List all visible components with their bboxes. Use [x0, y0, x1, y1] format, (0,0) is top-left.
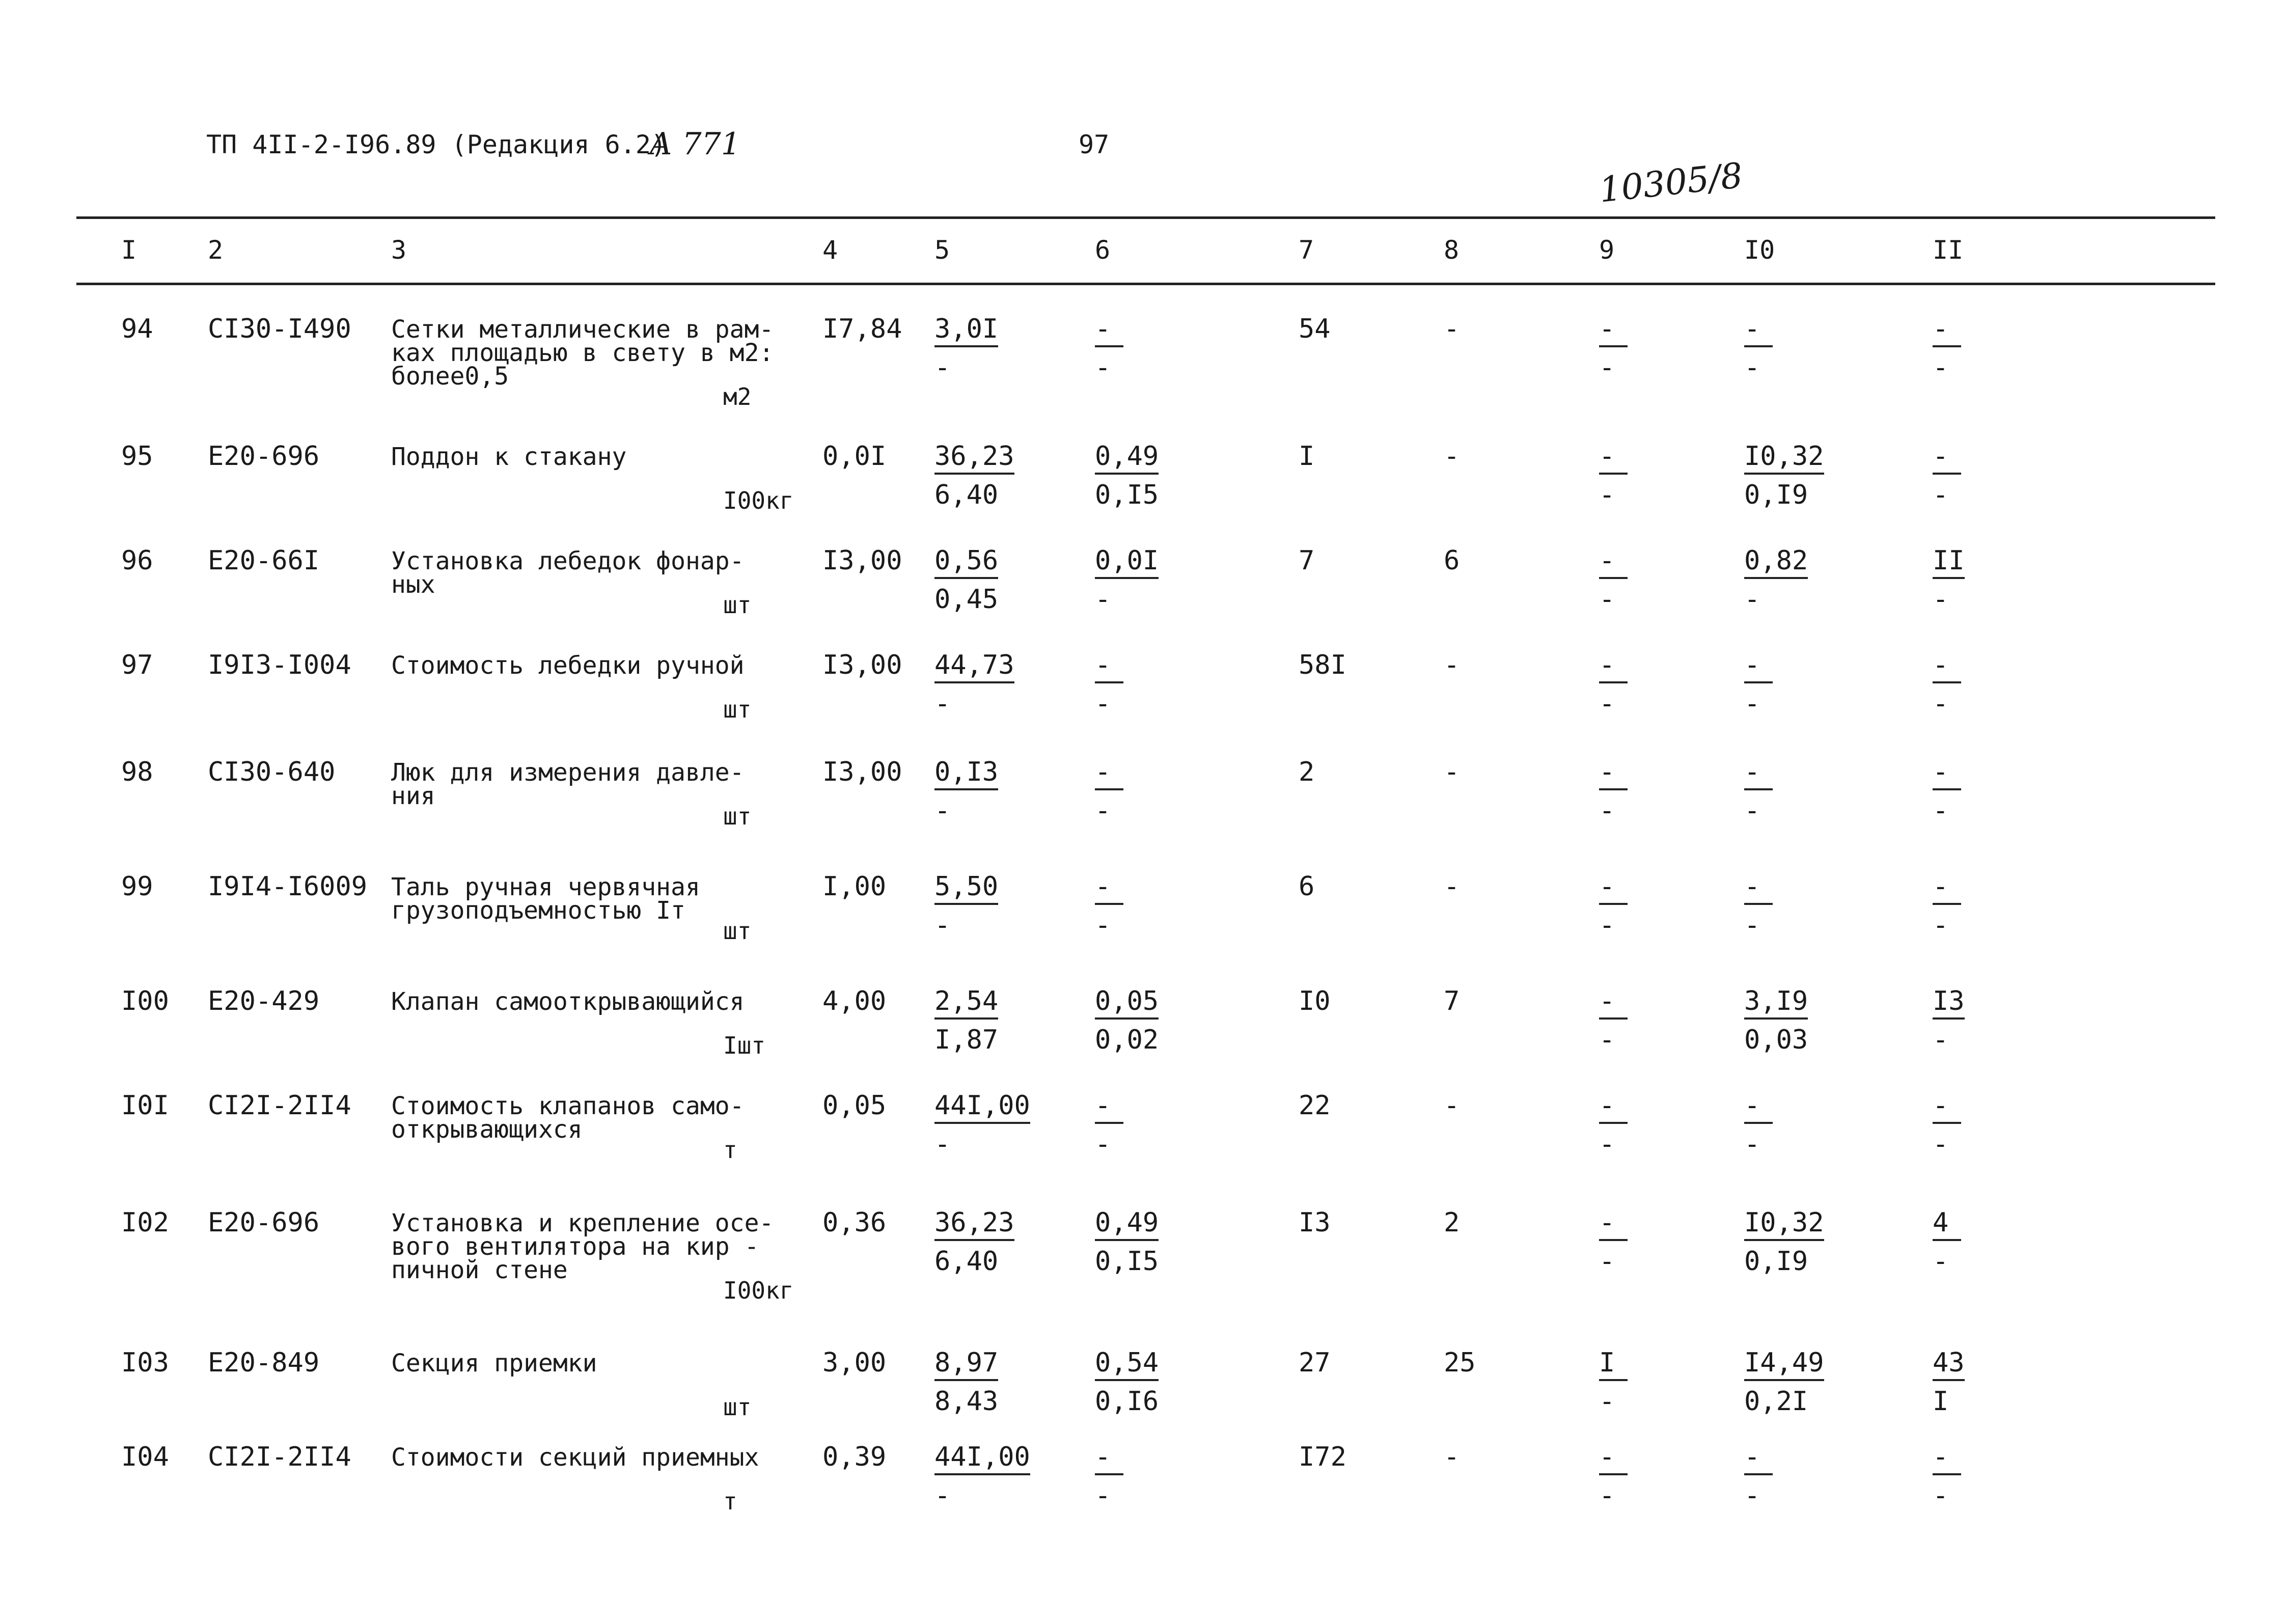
- fraction-cell-c6: [1095, 316, 1123, 381]
- fraction-numerator: -: [1095, 316, 1123, 347]
- fraction-denominator: -: [1599, 1025, 1615, 1055]
- rate-code: I9I3-I004: [208, 650, 351, 680]
- fraction-numerator: -: [1599, 873, 1628, 905]
- labor-value: -: [1444, 314, 1460, 344]
- fraction-numerator: -: [1095, 759, 1123, 790]
- fraction-cell-c9: [1599, 1092, 1628, 1158]
- fraction-denominator: 0,I9: [1744, 480, 1808, 510]
- column-header: 7: [1299, 235, 1314, 265]
- fraction-numerator: 0,82: [1744, 547, 1808, 579]
- item-name: Стоимости секций приемных: [391, 1443, 759, 1472]
- fraction-numerator: -: [1095, 873, 1123, 905]
- fraction-cell-c10: [1744, 988, 1808, 1053]
- fraction-denominator: 0,I5: [1095, 480, 1159, 510]
- fraction-numerator: 44,73: [934, 652, 1014, 683]
- table-top-rule: [76, 216, 2215, 219]
- fraction-denominator: I: [1933, 1386, 1949, 1417]
- fraction-numerator: -: [1744, 652, 1773, 683]
- fraction-cell-c11: [1933, 1444, 1961, 1509]
- column-header: 8: [1444, 235, 1460, 265]
- fraction-denominator: -: [934, 795, 951, 826]
- fraction-numerator: 5,50: [934, 873, 998, 905]
- item-unit: шт: [723, 696, 752, 723]
- item-unit: шт: [723, 803, 752, 830]
- fraction-cell-c9: [1599, 759, 1628, 824]
- row-number: I04: [121, 1442, 169, 1472]
- fraction-numerator: 44I,00: [934, 1092, 1030, 1124]
- fraction-numerator: -: [1933, 1444, 1961, 1475]
- fraction-cell-c10: [1744, 547, 1808, 613]
- labor-value: -: [1444, 871, 1460, 902]
- item-name: Установка лебедок фонар- ных: [391, 547, 745, 599]
- fraction-cell-c9: [1599, 443, 1628, 508]
- fraction-cell-c11: [1933, 873, 1961, 939]
- fraction-denominator: -: [1744, 1129, 1760, 1160]
- labor-value: 6: [1444, 545, 1460, 576]
- fraction-denominator: -: [1744, 352, 1760, 383]
- fraction-denominator: -: [1933, 352, 1949, 383]
- fraction-numerator: -: [1933, 759, 1961, 790]
- fraction-denominator: -: [1599, 689, 1615, 719]
- labor-value: 7: [1444, 986, 1460, 1016]
- fraction-denominator: -: [1599, 795, 1615, 826]
- fraction-denominator: -: [1599, 1480, 1615, 1511]
- fraction-denominator: -: [1933, 1129, 1949, 1160]
- fraction-cell-c5: [934, 1444, 1030, 1509]
- fraction-numerator: -: [1599, 652, 1628, 683]
- row-number: I0I: [121, 1090, 169, 1121]
- fraction-cell-c5: [934, 443, 1014, 508]
- fraction-numerator: -: [1933, 443, 1961, 475]
- fraction-numerator: 8,97: [934, 1350, 998, 1381]
- fraction-numerator: -: [1744, 873, 1773, 905]
- item-unit: Iшт: [723, 1032, 766, 1059]
- fraction-numerator: 0,0I: [1095, 547, 1159, 579]
- cost-value: I0: [1299, 986, 1331, 1016]
- fraction-cell-c11: [1933, 759, 1961, 824]
- fraction-cell-c9: [1599, 873, 1628, 939]
- column-header: 4: [822, 235, 838, 265]
- rate-code: E20-66I: [208, 545, 320, 576]
- column-header: 9: [1599, 235, 1615, 265]
- fraction-denominator: -: [1599, 1246, 1615, 1277]
- rate-code: I9I4-I6009: [208, 871, 368, 902]
- fraction-numerator: 3,0I: [934, 316, 998, 347]
- rate-code: E20-849: [208, 1347, 320, 1378]
- fraction-numerator: I0,32: [1744, 1209, 1824, 1241]
- fraction-denominator: 0,I9: [1744, 1246, 1808, 1277]
- fraction-denominator: -: [1933, 480, 1949, 510]
- fraction-numerator: -: [1095, 652, 1123, 683]
- fraction-cell-c5: [934, 652, 1014, 717]
- fraction-cell-c5: [934, 547, 998, 613]
- fraction-numerator: -: [1744, 759, 1773, 790]
- fraction-numerator: 43: [1933, 1350, 1965, 1381]
- fraction-denominator: -: [1095, 910, 1111, 941]
- fraction-numerator: 0,54: [1095, 1350, 1159, 1381]
- item-name: Стоимость клапанов само- открывающихся: [391, 1092, 745, 1144]
- fraction-numerator: 36,23: [934, 1209, 1014, 1241]
- fraction-denominator: -: [1744, 584, 1760, 615]
- fraction-numerator: -: [1599, 1092, 1628, 1124]
- page-number: 97: [1079, 130, 1110, 159]
- fraction-numerator: -: [1599, 759, 1628, 790]
- cost-value: 2: [1299, 757, 1315, 787]
- fraction-cell-c11: [1933, 1209, 1961, 1275]
- fraction-cell-c10: [1744, 873, 1773, 939]
- fraction-numerator: -: [1095, 1092, 1123, 1124]
- row-number: I00: [121, 986, 169, 1016]
- fraction-cell-c10: [1744, 1209, 1824, 1275]
- labor-value: 25: [1444, 1347, 1476, 1378]
- fraction-denominator: 0,I6: [1095, 1386, 1159, 1417]
- item-unit: I00кг: [723, 487, 794, 514]
- quantity: 0,39: [822, 1442, 887, 1472]
- rate-code: E20-696: [208, 1207, 320, 1238]
- fraction-cell-c5: [934, 988, 998, 1053]
- fraction-denominator: -: [1933, 1480, 1949, 1511]
- fraction-numerator: 0,49: [1095, 443, 1159, 475]
- cost-value: 7: [1299, 545, 1315, 576]
- fraction-denominator: -: [1933, 1025, 1949, 1055]
- fraction-numerator: -: [1933, 316, 1961, 347]
- cost-value: 58I: [1299, 650, 1346, 680]
- fraction-cell-c10: [1744, 443, 1824, 508]
- fraction-denominator: 0,02: [1095, 1025, 1159, 1055]
- column-header: 3: [391, 235, 407, 265]
- fraction-cell-c10: [1744, 1092, 1773, 1158]
- fraction-cell-c5: [934, 1092, 1030, 1158]
- fraction-numerator: 4: [1933, 1209, 1961, 1241]
- fraction-denominator: -: [1599, 584, 1615, 615]
- item-name: Таль ручная червячная грузоподъемностью Iт: [391, 873, 700, 925]
- fraction-cell-c11: [1933, 443, 1961, 508]
- fraction-numerator: -: [1599, 1209, 1628, 1241]
- fraction-numerator: I3: [1933, 988, 1965, 1020]
- quantity: 0,05: [822, 1090, 887, 1121]
- fraction-cell-c5: [934, 1347, 999, 1417]
- fraction-cell-c10: [1744, 1347, 1824, 1417]
- fraction-denominator: -: [1095, 1480, 1111, 1511]
- fraction-cell-c5: [934, 759, 998, 824]
- fraction-numerator: -: [1599, 443, 1628, 475]
- fraction-cell-c10: [1744, 316, 1773, 381]
- column-header: II: [1933, 235, 1964, 265]
- item-name: Стоимость лебедки ручной: [391, 651, 745, 680]
- handwritten-number: 10305/8: [1597, 155, 1745, 211]
- row-number: I03: [121, 1347, 169, 1378]
- table-header-rule: [76, 283, 2215, 285]
- fraction-cell-c11: [1933, 547, 1965, 613]
- fraction-cell-c10: [1744, 1444, 1773, 1509]
- fraction-denominator: -: [1599, 910, 1615, 941]
- fraction-numerator: II: [1933, 547, 1965, 579]
- fraction-numerator: 44I,00: [934, 1444, 1030, 1475]
- fraction-denominator: -: [934, 352, 951, 383]
- fraction-denominator: -: [1933, 584, 1949, 615]
- fraction-cell-c9: [1599, 1444, 1628, 1509]
- fraction-denominator: -: [1744, 795, 1760, 826]
- item-unit: шт: [723, 917, 752, 945]
- fraction-cell-c6: [1095, 873, 1123, 939]
- quantity: I7,84: [822, 314, 902, 344]
- column-header: 2: [208, 235, 224, 265]
- quantity: 4,00: [822, 986, 887, 1016]
- fraction-numerator: 0,56: [934, 547, 998, 579]
- rate-code: CI2I-2II4: [208, 1090, 351, 1121]
- fraction-cell-c9: [1599, 1209, 1628, 1275]
- labor-value: -: [1444, 1090, 1460, 1121]
- row-number: 96: [121, 545, 153, 576]
- fraction-cell-c9: [1599, 988, 1628, 1053]
- fraction-denominator: -: [1744, 689, 1760, 719]
- quantity: 0,0I: [822, 441, 887, 472]
- fraction-numerator: -: [1599, 547, 1628, 579]
- fraction-denominator: -: [1095, 1129, 1111, 1160]
- fraction-numerator: 0,49: [1095, 1209, 1159, 1241]
- item-unit: I00кг: [723, 1277, 794, 1304]
- fraction-cell-c6: [1095, 1209, 1159, 1275]
- fraction-denominator: -: [1095, 689, 1111, 719]
- fraction-denominator: -: [1599, 480, 1615, 510]
- row-number: I02: [121, 1207, 169, 1238]
- column-header: I0: [1744, 235, 1775, 265]
- fraction-denominator: -: [1095, 352, 1111, 383]
- fraction-cell-c6: [1095, 443, 1159, 508]
- fraction-denominator: -: [1599, 1386, 1615, 1417]
- quantity: I3,00: [822, 757, 902, 787]
- item-name: Сетки металлические в рам- ках площадью в свету в м2: более0,5: [391, 315, 774, 391]
- fraction-denominator: 6,40: [934, 1246, 999, 1277]
- labor-value: 2: [1444, 1207, 1460, 1238]
- quantity: I,00: [822, 871, 887, 902]
- fraction-numerator: 3,I9: [1744, 988, 1808, 1020]
- fraction-denominator: -: [1095, 795, 1111, 826]
- fraction-cell-c5: [934, 316, 998, 381]
- fraction-cell-c9: [1599, 1347, 1628, 1417]
- fraction-cell-c5: [934, 873, 998, 939]
- fraction-numerator: -: [1599, 316, 1628, 347]
- item-name: Поддон к стакану: [391, 443, 627, 471]
- fraction-denominator: -: [934, 1480, 951, 1511]
- fraction-numerator: -: [1744, 1444, 1773, 1475]
- fraction-denominator: 0,03: [1744, 1025, 1808, 1055]
- fraction-numerator: -: [1744, 1092, 1773, 1124]
- item-unit: м2: [723, 383, 752, 410]
- fraction-cell-c10: [1744, 759, 1773, 824]
- fraction-denominator: -: [1933, 689, 1949, 719]
- item-name: Люк для измерения давле- ния: [391, 758, 745, 810]
- fraction-denominator: -: [1744, 1480, 1760, 1511]
- item-unit: т: [723, 1488, 737, 1515]
- row-number: 97: [121, 650, 153, 680]
- fraction-denominator: 0,I5: [1095, 1246, 1159, 1277]
- fraction-denominator: -: [1744, 910, 1760, 941]
- cost-value: 54: [1299, 314, 1331, 344]
- fraction-denominator: 0,2I: [1744, 1386, 1808, 1417]
- fraction-cell-c6: [1095, 547, 1159, 613]
- item-unit: шт: [723, 591, 752, 619]
- labor-value: -: [1444, 1442, 1460, 1472]
- fraction-cell-c11: [1933, 1347, 1965, 1417]
- fraction-denominator: 0,45: [934, 584, 999, 615]
- fraction-cell-c10: [1744, 652, 1773, 717]
- fraction-numerator: 0,I3: [934, 759, 998, 790]
- labor-value: -: [1444, 650, 1460, 680]
- fraction-numerator: I0,32: [1744, 443, 1824, 475]
- fraction-cell-c9: [1599, 547, 1628, 613]
- fraction-cell-c6: [1095, 1444, 1123, 1509]
- fraction-denominator: -: [1933, 1246, 1949, 1277]
- fraction-cell-c6: [1095, 652, 1123, 717]
- fraction-cell-c11: [1933, 652, 1961, 717]
- fraction-numerator: -: [1933, 652, 1961, 683]
- fraction-cell-c6: [1095, 1092, 1123, 1158]
- fraction-numerator: I: [1599, 1350, 1628, 1381]
- fraction-denominator: 6,40: [934, 480, 999, 510]
- fraction-numerator: 0,05: [1095, 988, 1159, 1020]
- fraction-cell-c6: [1095, 759, 1123, 824]
- quantity: 0,36: [822, 1207, 887, 1238]
- cost-value: 6: [1299, 871, 1315, 902]
- fraction-denominator: -: [934, 910, 951, 941]
- rate-code: E20-696: [208, 441, 320, 472]
- rate-code: E20-429: [208, 986, 320, 1016]
- item-name: Установка и крепление осе- вого вентилятора на кир - пичной стене: [391, 1209, 774, 1284]
- item-unit: т: [723, 1136, 737, 1164]
- row-number: 98: [121, 757, 153, 787]
- fraction-numerator: -: [1599, 1444, 1628, 1475]
- quantity: 3,00: [822, 1347, 887, 1378]
- item-name: Секция приемки: [391, 1349, 597, 1378]
- fraction-cell-c11: [1933, 1092, 1961, 1158]
- handwritten-mark: А 771: [649, 126, 741, 162]
- fraction-numerator: -: [1933, 873, 1961, 905]
- fraction-numerator: I4,49: [1744, 1350, 1824, 1381]
- fraction-cell-c9: [1599, 316, 1628, 381]
- fraction-denominator: -: [1933, 910, 1949, 941]
- fraction-cell-c11: [1933, 316, 1961, 381]
- fraction-cell-c9: [1599, 652, 1628, 717]
- item-unit: шт: [723, 1393, 752, 1421]
- fraction-numerator: -: [1599, 988, 1628, 1020]
- row-number: 99: [121, 871, 153, 902]
- fraction-numerator: 36,23: [934, 443, 1014, 475]
- rate-code: CI30-I490: [208, 314, 351, 344]
- fraction-numerator: 2,54: [934, 988, 998, 1020]
- cost-value: 22: [1299, 1090, 1331, 1121]
- fraction-denominator: 8,43: [934, 1386, 999, 1417]
- fraction-denominator: -: [934, 689, 951, 719]
- fraction-numerator: -: [1095, 1444, 1123, 1475]
- fraction-cell-c6: [1095, 988, 1159, 1053]
- fraction-numerator: -: [1744, 316, 1773, 347]
- rate-code: CI2I-2II4: [208, 1442, 351, 1472]
- quantity: I3,00: [822, 650, 902, 680]
- fraction-denominator: -: [934, 1129, 951, 1160]
- fraction-numerator: -: [1933, 1092, 1961, 1124]
- column-header: 6: [1095, 235, 1111, 265]
- fraction-denominator: -: [1599, 1129, 1615, 1160]
- labor-value: -: [1444, 757, 1460, 787]
- labor-value: -: [1444, 441, 1460, 472]
- rate-code: CI30-640: [208, 757, 336, 787]
- fraction-denominator: I,87: [934, 1025, 999, 1055]
- item-name: Клапан самооткрывающийся: [391, 987, 745, 1016]
- document-code: ТП 4II-2-I96.89 (Редакция 6.2): [206, 130, 667, 159]
- fraction-denominator: -: [1933, 795, 1949, 826]
- cost-value: I72: [1299, 1442, 1346, 1472]
- fraction-denominator: -: [1095, 584, 1111, 615]
- cost-value: 27: [1299, 1347, 1331, 1378]
- cost-value: I3: [1299, 1207, 1331, 1238]
- row-number: 94: [121, 314, 153, 344]
- fraction-cell-c5: [934, 1209, 1014, 1275]
- column-header: 5: [934, 235, 950, 265]
- fraction-denominator: -: [1599, 352, 1615, 383]
- fraction-cell-c6: [1095, 1347, 1159, 1417]
- column-header: I: [121, 235, 137, 265]
- fraction-cell-c11: [1933, 988, 1965, 1053]
- row-number: 95: [121, 441, 153, 472]
- cost-value: I: [1299, 441, 1315, 472]
- quantity: I3,00: [822, 545, 902, 576]
